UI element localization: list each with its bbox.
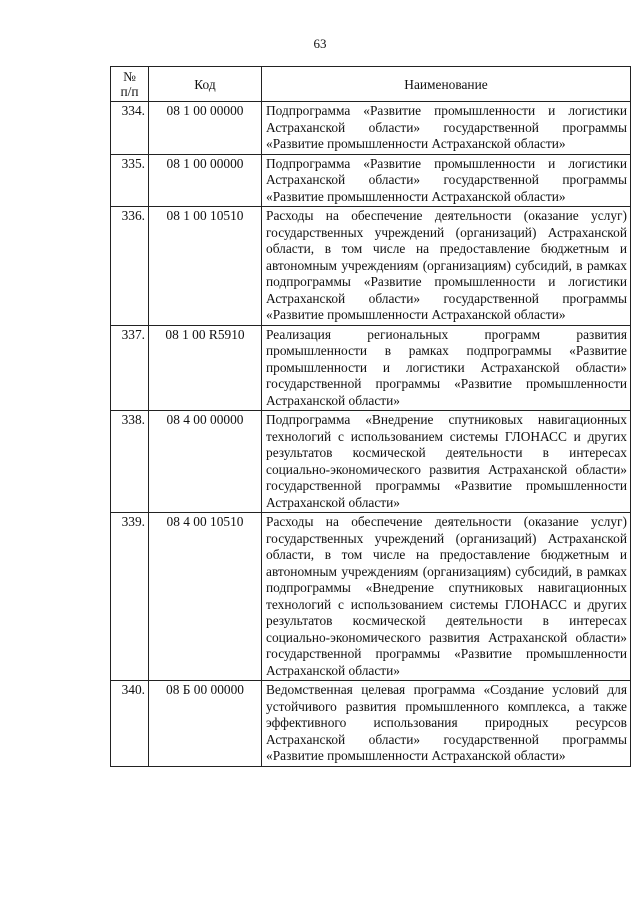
row-code: 08 1 00 00000 [149, 102, 262, 155]
row-number: 336. [111, 207, 149, 326]
table-row [111, 207, 631, 326]
table-row [111, 154, 631, 207]
row-number: 340. [111, 681, 149, 767]
row-code: 08 1 00 00000 [149, 154, 262, 207]
column-header-number-label: п/п [120, 84, 139, 99]
row-code: 08 Б 00 00000 [149, 681, 262, 767]
column-header-name: Наименование [262, 67, 631, 102]
row-name: Реализация региональных программ развития промышленности в рамках подпрограммы «Развитие промышленности и логистики Астраханской области» государственной программы «Развитие промышленности Астраханской области» [262, 325, 631, 411]
budget-codes-table [110, 66, 631, 767]
row-name: Ведомственная целевая программа «Создание условий для устойчивого развития промышленного комплекса, а также эффективного использования природных ресурсов Астраханской области» государственной программы «Развитие промышленности Астраханской области» [262, 681, 631, 767]
table-row [111, 325, 631, 411]
column-header-code: Код [149, 67, 262, 102]
row-code: 08 4 00 00000 [149, 411, 262, 513]
column-header-number [111, 67, 149, 102]
row-number: 334. [111, 102, 149, 155]
row-number: 335. [111, 154, 149, 207]
table-header-row [111, 67, 631, 102]
row-code: 08 4 00 10510 [149, 513, 262, 681]
table-row [111, 681, 631, 767]
row-name: Расходы на обеспечение деятельности (оказание услуг) государственных учреждений (организаций) Астраханской области, в том числе на предоставление бюджетным и автономным учреждениям (организациям) субсидий, в рамках подпрограммы «Развитие промышленности и логистики Астраханской области» государственной программы «Развитие промышленности Астраханской области» [262, 207, 631, 326]
row-code: 08 1 00 10510 [149, 207, 262, 326]
row-number: 337. [111, 325, 149, 411]
row-name: Подпрограмма «Внедрение спутниковых навигационных технологий с использованием системы ГЛОНАСС и других результатов космической деятельности в интересах социально-экономического развития Астраханской области» государственной программы «Развитие промышленности Астраханской области» [262, 411, 631, 513]
row-name: Подпрограмма «Развитие промышленности и логистики Астраханской области» государственной программы «Развитие промышленности Астраханской области» [262, 102, 631, 155]
row-name: Подпрограмма «Развитие промышленности и логистики Астраханской области» государственной программы «Развитие промышленности Астраханской области» [262, 154, 631, 207]
table-row [111, 411, 631, 513]
table-row [111, 102, 631, 155]
row-number: 338. [111, 411, 149, 513]
row-name: Расходы на обеспечение деятельности (оказание услуг) государственных учреждений (организаций) Астраханской области, в том числе на предоставление бюджетным и автономным учреждениям (организациям) субсидий, в рамках подпрограммы «Внедрение спутниковых навигационных технологий с использованием системы ГЛОНАСС и других результатов космической деятельности в интересах социально-экономического развития Астраханской области» государственной программы «Развитие промышленности Астраханской области» [262, 513, 631, 681]
table-row [111, 513, 631, 681]
column-header-number-symbol: № [123, 69, 136, 84]
row-number: 339. [111, 513, 149, 681]
page-number: 63 [313, 36, 327, 51]
row-code: 08 1 00 R5910 [149, 325, 262, 411]
